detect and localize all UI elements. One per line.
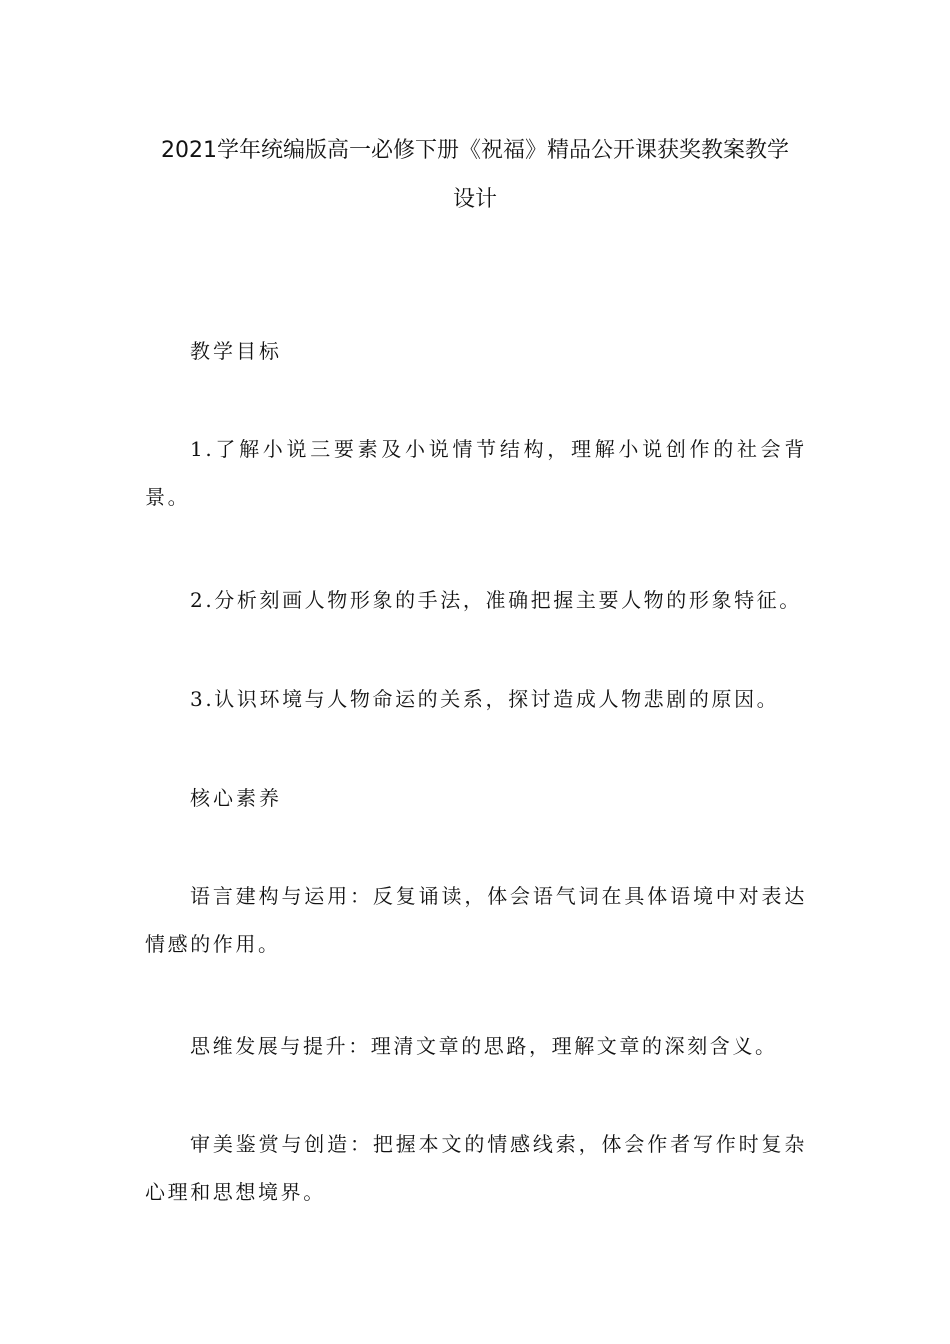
- competency-item-1: 语言建构与运用：反复诵读，体会语气词在具体语境中对表达情感的作用。: [145, 884, 807, 956]
- objective-item-3: 3.认识环境与人物命运的关系，探讨造成人物悲剧的原因。: [190, 687, 780, 711]
- objective-item-2: 2.分析刻画人物形象的手法，准确把握主要人物的形象特征。: [190, 588, 802, 612]
- document-title-line-2: 设计: [452, 187, 497, 212]
- objectives-heading: 教学目标: [190, 339, 282, 363]
- competency-heading: 核心素养: [190, 786, 282, 810]
- competency-item-3: 审美鉴赏与创造：把握本文的情感线索，体会作者写作时复杂心理和思想境界。: [145, 1132, 807, 1204]
- objective-item-1: 1.了解小说三要素及小说情节结构，理解小说创作的社会背景。: [145, 437, 807, 509]
- document-title-line-1: 2021学年统编版高一必修下册《祝福》精品公开课获奖教案教学: [161, 138, 789, 163]
- competency-item-2: 思维发展与提升：理清文章的思路，理解文章的深刻含义。: [190, 1034, 778, 1058]
